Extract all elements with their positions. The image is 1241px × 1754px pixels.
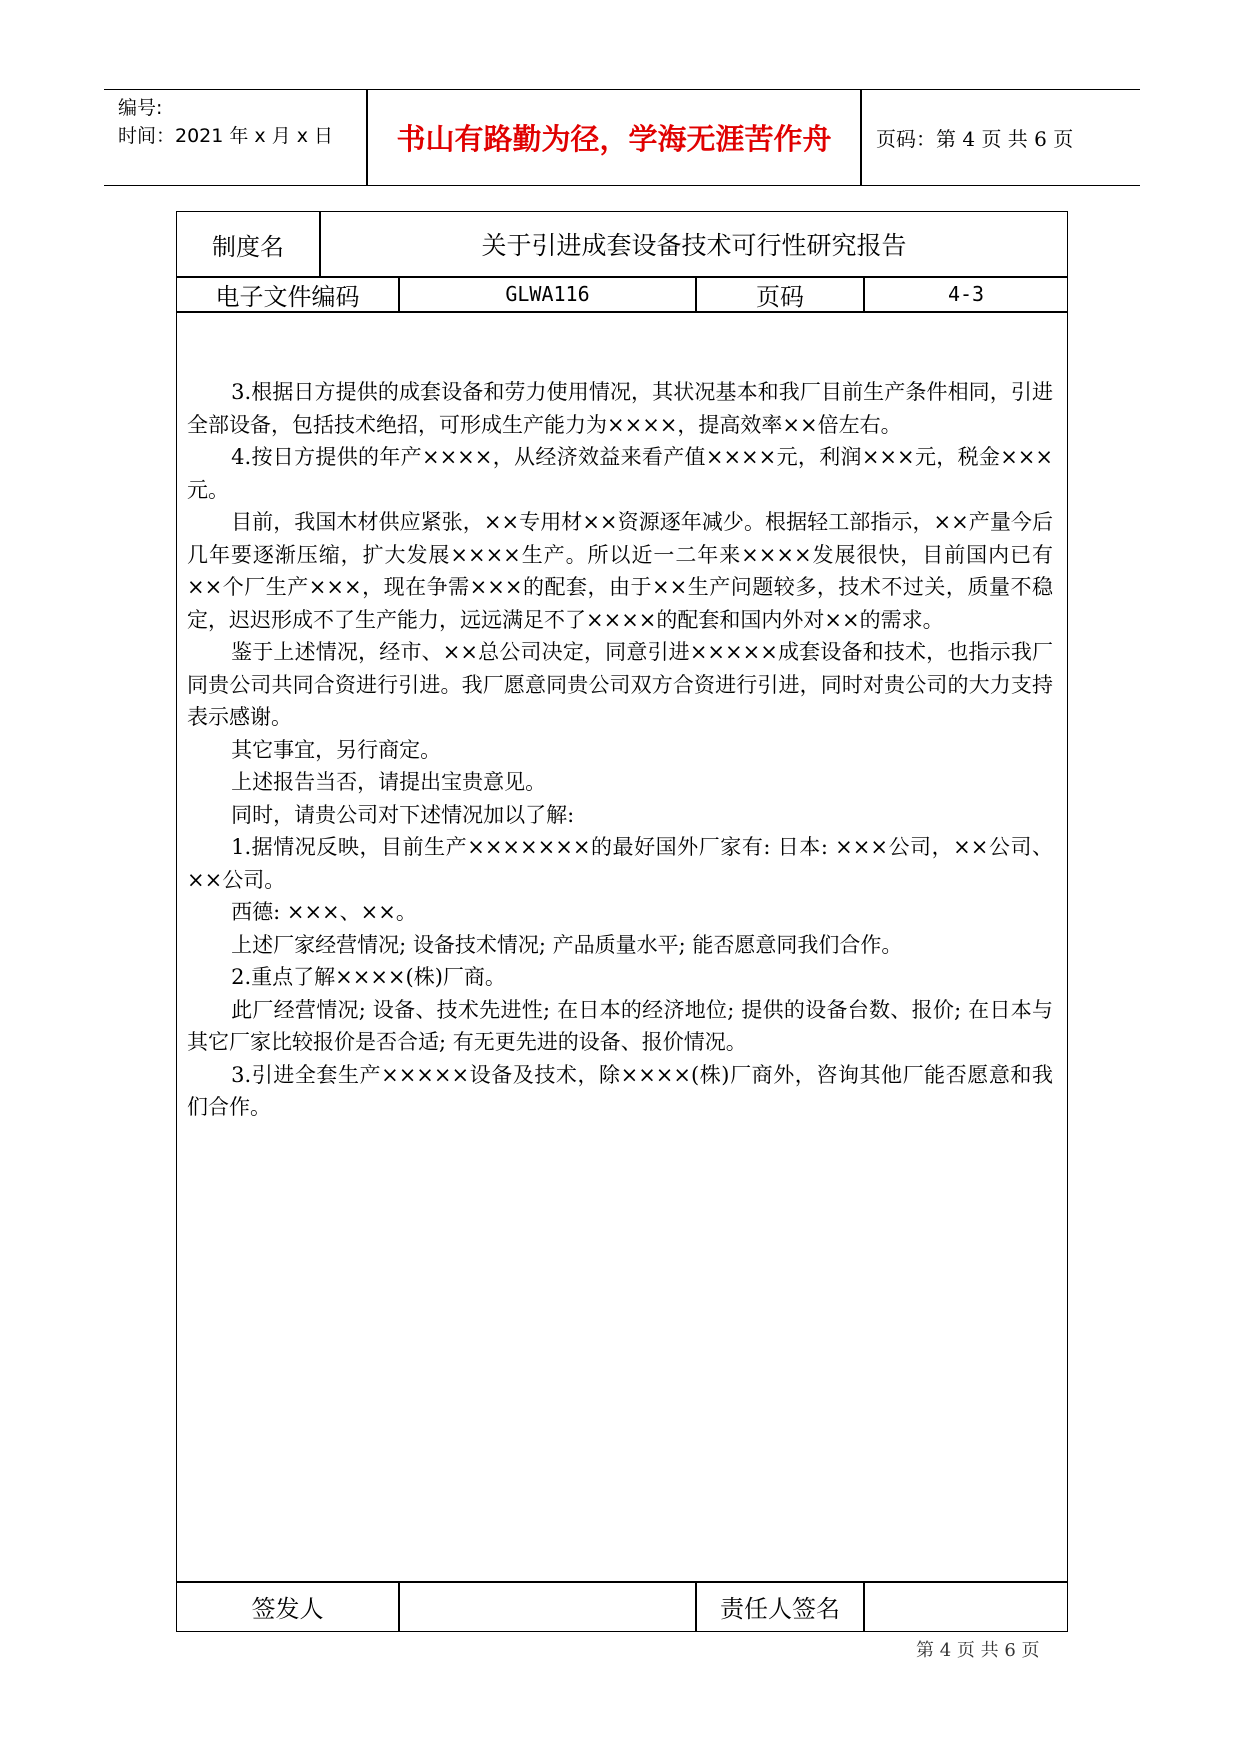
body-paragraph: 1.据情况反映，目前生产×××××××的最好国外厂家有: 日本: ×××公司，××公司、××公司。 — [187, 835, 1053, 892]
system-name-label: 制度名 — [212, 232, 284, 261]
file-code-value: GLWA116 — [505, 282, 590, 306]
header-motto: 书山有路勤为径，学海无涯苦作舟 — [396, 122, 832, 156]
header-page-label: 页码：第 4 页 共 6 页 — [876, 127, 1074, 151]
report-form — [176, 211, 1068, 1632]
header-meta — [118, 94, 333, 150]
system-name-value: 关于引进成套设备技术可行性研究报告 — [481, 231, 907, 260]
body-paragraph: 其它事宜，另行商定。 — [231, 737, 442, 762]
body-paragraph: 上述报告当否，请提出宝贵意见。 — [231, 770, 547, 794]
report-body — [187, 376, 1053, 1124]
body-paragraph: 3.根据日方提供的成套设备和劳力使用情况，其状况基本和我厂目前生产条件相同，引进全部设备，包括技术绝招，可形成生产能力为××××，提高效率××倍左右。 — [187, 380, 1053, 437]
body-paragraph: 西德: ×××、××。 — [231, 900, 417, 924]
body-paragraph: 4.按日方提供的年产××××，从经济效益来看产值××××元，利润×××元，税金×××元。 — [187, 445, 1053, 502]
document-number-label: 编号: — [118, 97, 163, 119]
body-paragraph: 3.引进全套生产×××××设备及技术，除××××(株)厂商外，咨询其他厂能否愿意和我们合作。 — [187, 1062, 1053, 1119]
file-code-label: 电子文件编码 — [215, 282, 360, 311]
responsible-person-label: 责任人签名 — [720, 1595, 840, 1623]
responsible-signature-field[interactable] — [865, 1582, 1067, 1631]
body-paragraph: 上述厂家经营情况; 设备技术情况; 产品质量水平; 能否愿意同我们合作。 — [231, 932, 903, 957]
issuer-signature-field[interactable] — [400, 1582, 695, 1631]
body-paragraph: 此厂经营情况; 设备、技术先进性; 在日本的经济地位; 提供的设备台数、报价; 在日本与其它厂家比较报价是否合适; 有无更先进的设备、报价情况。 — [187, 997, 1053, 1054]
issuer-label: 签发人 — [251, 1595, 324, 1623]
header-divider — [860, 90, 862, 185]
document-header — [104, 89, 1140, 186]
body-paragraph: 2.重点了解××××(株)厂商。 — [231, 965, 506, 989]
body-paragraph: 同时，请贵公司对下述情况加以了解: — [231, 802, 575, 827]
document-time-label: 时间：2021 年 x 月 x 日 — [118, 125, 334, 147]
footer-page-number: 第 4 页 共 6 页 — [916, 1640, 1040, 1661]
page-code-label: 页码 — [756, 282, 804, 311]
page-code-value: 4-3 — [947, 282, 985, 306]
body-paragraph: 鉴于上述情况，经市、××总公司决定，同意引进×××××成套设备和技术，也指示我厂同贵公司共同合资进行引进。我厂愿意同贵公司双方合资进行引进，同时对贵公司的大力支持表示感谢。 — [187, 640, 1053, 729]
body-paragraph: 目前，我国木材供应紧张，××专用材××资源逐年减少。根据轻工部指示，××产量今后几年要逐渐压缩，扩大发展××××生产。所以近一二年来××××发展很快，目前国内已有××个厂生产×××，现在争需×××的配套，由于××生产问题较多，技术不过关，质量不稳定，迟迟形成不了生产能力，远远满足不了××××的配套和国内外对××的需求。 — [187, 510, 1053, 632]
